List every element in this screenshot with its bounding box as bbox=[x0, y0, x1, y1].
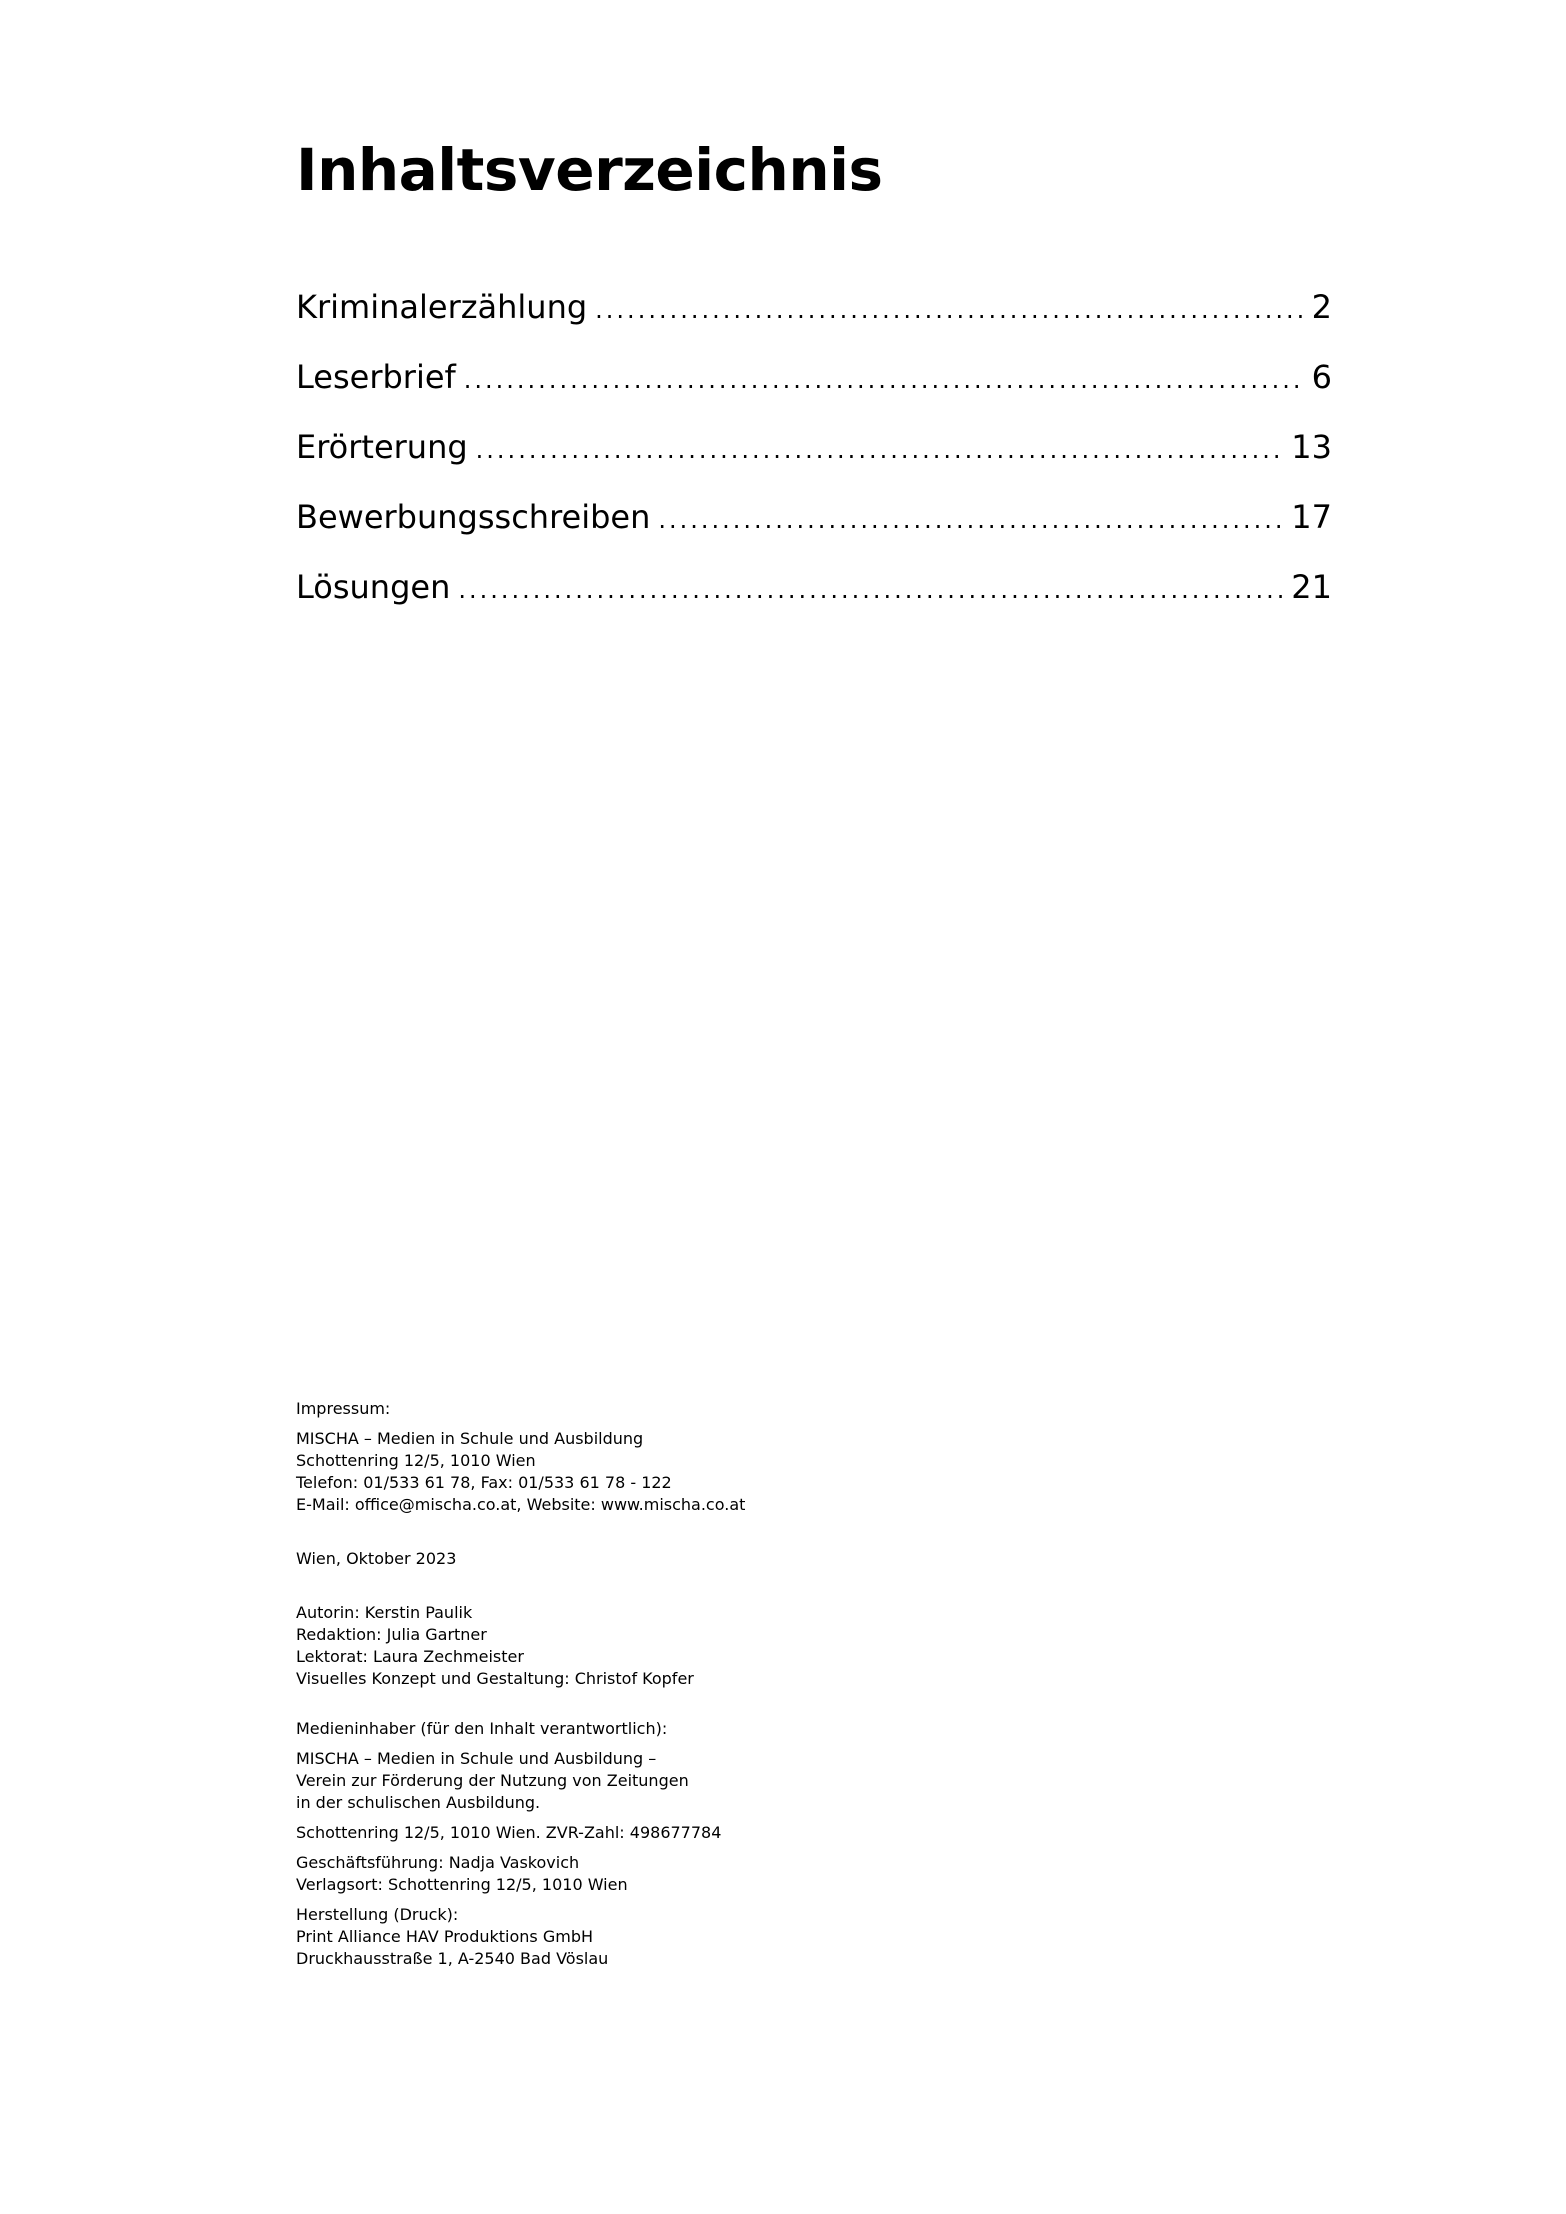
toc-dot-leader bbox=[476, 415, 1284, 485]
management: Geschäftsführung: Nadja Vaskovich bbox=[296, 1853, 580, 1872]
toc-entry-eroerterung[interactable] bbox=[296, 412, 1332, 482]
toc-dot-leader bbox=[464, 345, 1304, 415]
publishing-location: Verlagsort: Schottenring 12/5, 1010 Wien bbox=[296, 1875, 628, 1894]
toc-entry-page: 17 bbox=[1291, 498, 1332, 536]
toc-dot-leader bbox=[595, 275, 1303, 345]
printing-heading: Herstellung (Druck): bbox=[296, 1905, 459, 1924]
toc-dot-leader bbox=[458, 555, 1283, 625]
imprint-block bbox=[296, 1398, 1196, 1970]
publisher-email-website: E-Mail: office@mischa.co.at, Website: www.mischa.co.at bbox=[296, 1495, 746, 1514]
toc-entry-label: Erörterung bbox=[296, 428, 468, 466]
toc-entry-label: Bewerbungsschreiben bbox=[296, 498, 651, 536]
toc-entry-label: Kriminalerzählung bbox=[296, 288, 588, 326]
publisher-address: Schottenring 12/5, 1010 Wien bbox=[296, 1451, 536, 1470]
toc-entry-page: 21 bbox=[1291, 568, 1332, 606]
owner-line: Verein zur Förderung der Nutzung von Zeitungen bbox=[296, 1771, 689, 1790]
printer-name: Print Alliance HAV Produktions GmbH bbox=[296, 1927, 594, 1946]
page-title: Inhaltsverzeichnis bbox=[296, 136, 883, 204]
toc-entry-kriminalerzaehlung[interactable] bbox=[296, 272, 1332, 342]
credit-author: Autorin: Kerstin Paulik bbox=[296, 1603, 473, 1622]
toc-entry-label: Lösungen bbox=[296, 568, 451, 606]
credit-editor: Redaktion: Julia Gartner bbox=[296, 1625, 487, 1644]
owner-line: in der schulischen Ausbildung. bbox=[296, 1793, 541, 1812]
owner-address: Schottenring 12/5, 1010 Wien. ZVR-Zahl: 498677784 bbox=[296, 1823, 722, 1842]
toc-entry-bewerbungsschreiben[interactable] bbox=[296, 482, 1332, 552]
toc-entry-label: Leserbrief bbox=[296, 358, 456, 396]
toc-entry-page: 6 bbox=[1311, 358, 1332, 396]
place-date: Wien, Oktober 2023 bbox=[296, 1549, 457, 1568]
owner-line: MISCHA – Medien in Schule und Ausbildung – bbox=[296, 1749, 657, 1768]
owner-heading: Medieninhaber (für den Inhalt verantwortlich): bbox=[296, 1719, 668, 1738]
toc-entry-leserbrief[interactable] bbox=[296, 342, 1332, 412]
imprint-heading: Impressum: bbox=[296, 1399, 391, 1418]
table-of-contents bbox=[296, 272, 1332, 622]
toc-entry-loesungen[interactable] bbox=[296, 552, 1332, 622]
printer-address: Druckhausstraße 1, A-2540 Bad Vöslau bbox=[296, 1949, 609, 1968]
toc-entry-page: 13 bbox=[1291, 428, 1332, 466]
publisher-name: MISCHA – Medien in Schule und Ausbildung bbox=[296, 1429, 644, 1448]
credit-design: Visuelles Konzept und Gestaltung: Christof Kopfer bbox=[296, 1669, 694, 1688]
toc-entry-page: 2 bbox=[1311, 288, 1332, 326]
credit-proofreading: Lektorat: Laura Zechmeister bbox=[296, 1647, 524, 1666]
toc-dot-leader bbox=[658, 485, 1283, 555]
publisher-phone-fax: Telefon: 01/533 61 78, Fax: 01/533 61 78 - 122 bbox=[296, 1473, 672, 1492]
